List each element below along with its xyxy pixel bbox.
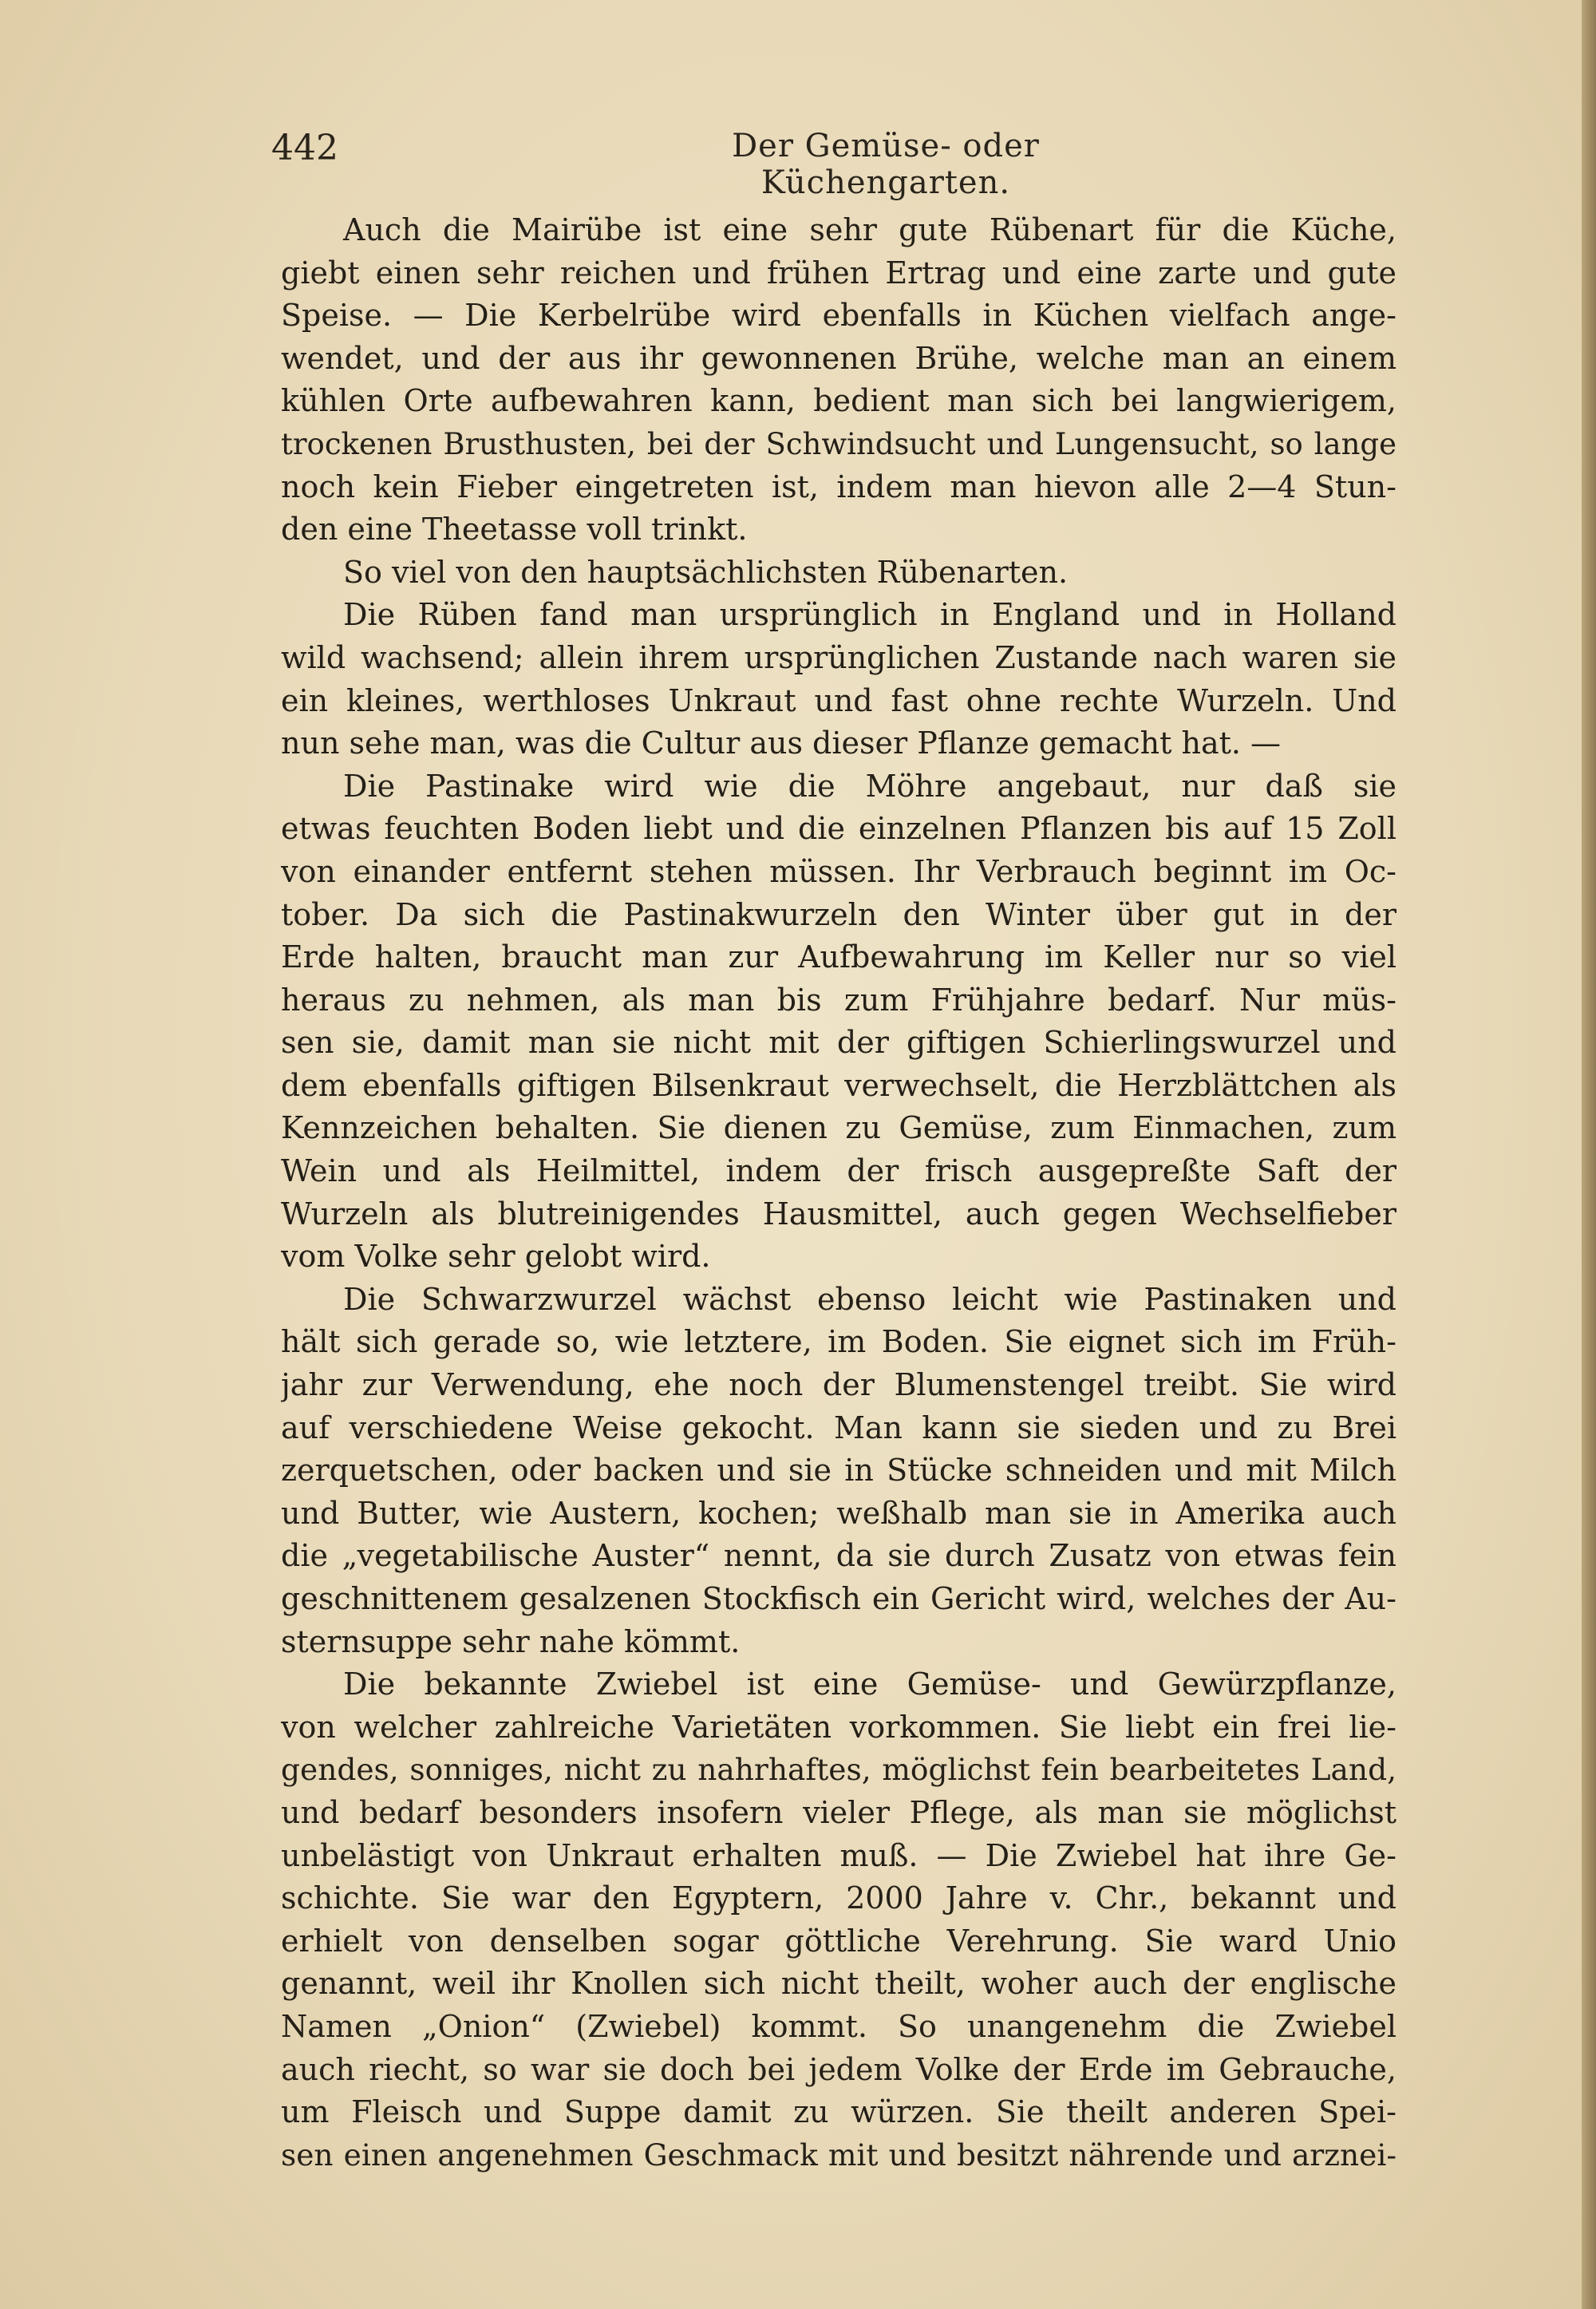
text-line: geschnittenem gesalzenen Stockfisch ein Gericht wird, welches der Au- [281,1581,1396,1616]
text-line: den eine Theetasse voll trinkt. [281,512,748,548]
text-line: Speise. — Die Kerbelrübe wird ebenfalls in Küchen vielfach ange- [281,298,1396,334]
text-line: sen einen angenehmen Geschmack mit und besitzt nährende und arznei- [281,2137,1396,2173]
text-line: ein kleines, werthloses Unkraut und fast ohne rechte Wurzeln. Und [281,682,1396,718]
text-line: Die Schwarzwurzel wächst ebenso leicht wie Pastinaken und [343,1281,1396,1317]
text-line: auch riecht, so war sie doch bei jedem Volke der Erde im Gebrauche, [281,2051,1396,2087]
text-line: giebt einen sehr reichen und frühen Ertrag und eine zarte und gute [281,255,1396,291]
running-title: Der Gemüse- oder Küchengarten. [732,128,1040,201]
text-line: So viel von den hauptsächlichsten Rübenarten. [343,554,1069,590]
text-line: nun sehe man, was die Cultur aus dieser Pflanze gemacht hat. — [281,726,1282,761]
text-line: erhielt von denselben sogar göttliche Verehrung. Sie ward Unio [281,1923,1396,1959]
text-line: Wurzeln als blutreinigendes Hausmittel, auch gegen Wechselfieber [281,1196,1396,1232]
text-line: Die bekannte Zwiebel ist eine Gemüse- und Gewürzpflanze, [343,1667,1396,1702]
text-line: wendet, und der aus ihr gewonnenen Brühe, welche man an einem [281,340,1396,376]
text-line: tober. Da sich die Pastinakwurzeln den Winter über gut in der [281,896,1396,932]
text-line: zerquetschen, oder backen und sie in Stücke schneiden und mit Milch [281,1453,1396,1489]
text-line: von welcher zahlreiche Varietäten vorkommen. Sie liebt ein frei lie- [281,1709,1396,1745]
text-line: unbelästigt von Unkraut erhalten muß. — Die Zwiebel hat ihre Ge- [281,1837,1396,1873]
text-line: gendes, sonniges, nicht zu nahrhaftes, möglichst fein bearbeitetes Land, [281,1752,1396,1788]
page-number: 442 [271,128,338,168]
text-line: Die Rüben fand man ursprünglich in England und in Holland [343,597,1396,633]
text-line: Namen „Onion“ (Zwiebel) kommt. So unangenehm die Zwiebel [281,2008,1396,2044]
text-line: sternsuppe sehr nahe kömmt. [281,1623,741,1659]
text-line: wild wachsend; allein ihrem ursprünglichen Zustande nach waren sie [281,639,1396,675]
body-text [281,209,1396,2177]
text-line: vom Volke sehr gelobt wird. [281,1239,711,1275]
text-line: Wein und als Heilmittel, indem der frisch ausgepreßte Saft der [281,1153,1396,1189]
text-line: trockenen Brusthusten, bei der Schwindsucht und Lungensucht, so lange [281,426,1396,461]
text-line: um Fleisch und Suppe damit zu würzen. Sie theilt anderen Spei- [281,2094,1396,2130]
text-line: genannt, weil ihr Knollen sich nicht theilt, woher auch der englische [281,1966,1396,2002]
text-line: auf verschiedene Weise gekocht. Man kann sie sieden und zu Brei [281,1410,1396,1445]
text-line: jahr zur Verwendung, ehe noch der Blumenstengel treibt. Sie wird [281,1367,1396,1403]
text-line: und Butter, wie Austern, kochen; weßhalb man sie in Amerika auch [281,1495,1396,1531]
text-line: und bedarf besonders insofern vieler Pflege, als man sie möglichst [281,1794,1396,1830]
text-line: Erde halten, braucht man zur Aufbewahrung im Keller nur so viel [281,939,1396,975]
text-line: noch kein Fieber eingetreten ist, indem man hievon alle 2—4 Stun- [281,469,1396,504]
text-line: dem ebenfalls giftigen Bilsenkraut verwechselt, die Herzblättchen als [281,1067,1396,1103]
text-line: heraus zu nehmen, als man bis zum Frühjahre bedarf. Nur müs- [281,982,1396,1018]
text-line: Kennzeichen behalten. Sie dienen zu Gemüse, zum Einmachen, zum [281,1110,1396,1146]
text-line: Die Pastinake wird wie die Möhre angebaut, nur daß sie [343,768,1396,804]
text-line: Auch die Mairübe ist eine sehr gute Rübenart für die Küche, [343,212,1396,247]
page-gutter [1582,0,1596,2309]
text-line: etwas feuchten Boden liebt und die einzelnen Pflanzen bis auf 15 Zoll [281,811,1396,847]
text-line: hält sich gerade so, wie letztere, im Boden. Sie eignet sich im Früh- [281,1324,1396,1360]
text-line: sen sie, damit man sie nicht mit der giftigen Schierlingswurzel und [281,1025,1396,1061]
text-line: schichte. Sie war den Egyptern, 2000 Jahre v. Chr., bekannt und [281,1880,1396,1916]
text-line: kühlen Orte aufbewahren kann, bedient man sich bei langwierigem, [281,383,1396,419]
text-line: von einander entfernt stehen müssen. Ihr Verbrauch beginnt im Oc- [281,853,1396,889]
page-header [271,128,1396,201]
text-line: die „vegetabilische Auster“ nennt, da sie durch Zusatz von etwas fein [281,1538,1396,1574]
